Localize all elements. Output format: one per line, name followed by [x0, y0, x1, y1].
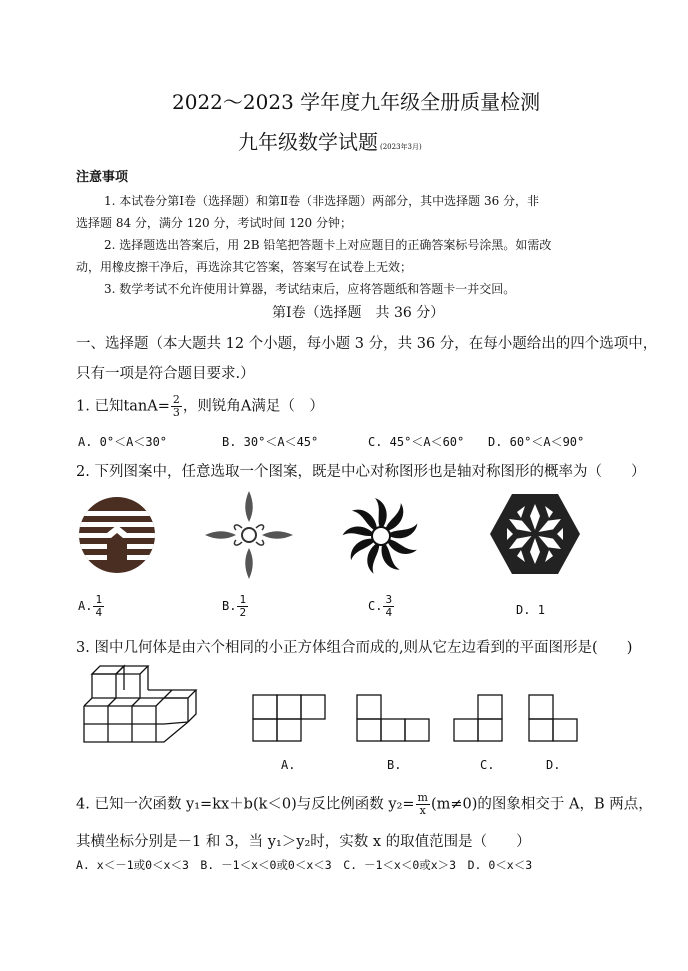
q3-label-c: C. — [480, 758, 495, 772]
q2-option-c-den: 4 — [385, 606, 393, 619]
q2-option-c-frac — [383, 594, 394, 619]
q4-stem-1-pre: 4. 已知一次函数 y₁=kx＋b(k＜0)与反比例函数 y₂= — [76, 796, 415, 813]
q4-fraction — [416, 792, 430, 817]
q1-stem — [76, 394, 324, 419]
q2-option-b — [222, 594, 249, 619]
q1-fraction — [171, 394, 182, 419]
q3-label-d: D. — [546, 758, 561, 772]
note-line-3: 3. 数学考试不允许使用计算器，考试结束后，应将答题纸和答题卡一并交回。 — [104, 282, 516, 296]
q1-frac-num: 2 — [172, 393, 180, 406]
q2-option-a-frac — [93, 594, 104, 619]
q3-label-b: B. — [387, 758, 402, 772]
exam-title: 2022～2023 学年度九年级全册质量检测 — [172, 90, 541, 114]
q3-stem: 3. 图中几何体是由六个相同的小正方体组合而成的,则从它左边看到的平面图形是( ) — [76, 640, 633, 656]
q1-option-b: B. 30°＜A＜45° — [222, 435, 319, 449]
q3-label-a: A. — [281, 758, 296, 772]
q3-solid-figure — [76, 664, 200, 746]
q2-option-d — [516, 603, 545, 617]
q2-figure-d — [490, 492, 580, 576]
q4-options: A. x＜－1或0＜x＜3 B. －1＜x＜0或0＜x＜3 C. －1＜x＜0或x＞3 D. 0＜x＜3 — [76, 858, 533, 872]
q2-option-a — [78, 594, 105, 619]
q1-option-a: A. 0°＜A＜30° — [78, 435, 168, 449]
q2-option-b-den: 2 — [239, 606, 247, 619]
q2-option-a-num: 1 — [95, 593, 103, 606]
q3-option-d-figure — [527, 694, 583, 744]
q3-option-c-figure — [452, 694, 508, 744]
exam-subtitle — [238, 126, 422, 155]
q2-option-b-letter: B. — [222, 599, 237, 613]
q4-stem-1 — [76, 792, 653, 817]
note-line-1b: 选择题 84 分，满分 120 分，考试时间 120 分钟； — [76, 216, 352, 230]
q3-option-a-figure — [252, 694, 330, 744]
q2-option-a-letter: A. — [78, 599, 93, 613]
q1-stem-pre: 1. 已知tanA= — [76, 398, 170, 415]
section-title: 第Ⅰ卷（选择题 共 36 分） — [272, 305, 445, 321]
note-line-1: 1. 本试卷分第Ⅰ卷（选择题）和第Ⅱ卷（非选择题）两部分，其中选择题 36 分，非 — [104, 194, 540, 208]
subtitle-text: 九年级数学试题 — [238, 130, 378, 154]
notes-heading: 注意事项 — [76, 170, 129, 185]
q2-stem: 2. 下列图案中，任意选取一个图案，既是中心对称图形也是轴对称图形的概率为（ ） — [76, 464, 646, 480]
q2-option-c-num: 3 — [385, 593, 393, 606]
q2-option-c — [368, 594, 395, 619]
q4-stem-1-post: (m≠0)的图象相交于 A，B 两点， — [430, 796, 653, 813]
part1-intro-1: 一、选择题（本大题共 12 个小题，每小题 3 分，共 36 分，在每小题给出的四个选项中， — [76, 336, 658, 352]
q2-option-d-value: 1 — [537, 603, 545, 617]
note-line-2b: 动，用橡皮擦干净后，再选涂其它答案，答案写在试卷上无效； — [76, 260, 413, 274]
note-line-2: 2. 选择题选出答案后，用 2B 铅笔把答题卡上对应题目的正确答案标号涂黑。如需改 — [104, 238, 552, 252]
q2-option-a-den: 4 — [95, 606, 103, 619]
q2-figure-b — [202, 488, 296, 582]
q1-option-d: D. 60°＜A＜90° — [488, 435, 585, 449]
q1-frac-den: 3 — [172, 406, 180, 419]
q2-option-d-letter: D. — [516, 603, 531, 617]
q2-figure-a — [77, 495, 157, 575]
q1-stem-post: ，则锐角A满足（ ） — [182, 398, 324, 415]
q2-option-c-letter: C. — [368, 599, 383, 613]
part1-intro-2: 只有一项是符合题目要求.） — [76, 366, 255, 382]
q2-option-b-num: 1 — [239, 593, 247, 606]
q4-stem-2: 其横坐标分别是－1 和 3，当 y₁＞y₂时，实数 x 的取值范围是（ ） — [76, 834, 531, 850]
q3-option-b-figure — [355, 694, 435, 744]
date-note: (2023年3月) — [380, 143, 422, 151]
q4-frac-num: m — [417, 791, 428, 804]
q4-frac-den: x — [419, 804, 426, 817]
q2-option-b-frac — [237, 594, 248, 619]
q2-figure-c — [340, 495, 422, 577]
q1-option-c: C. 45°＜A＜60° — [368, 435, 465, 449]
